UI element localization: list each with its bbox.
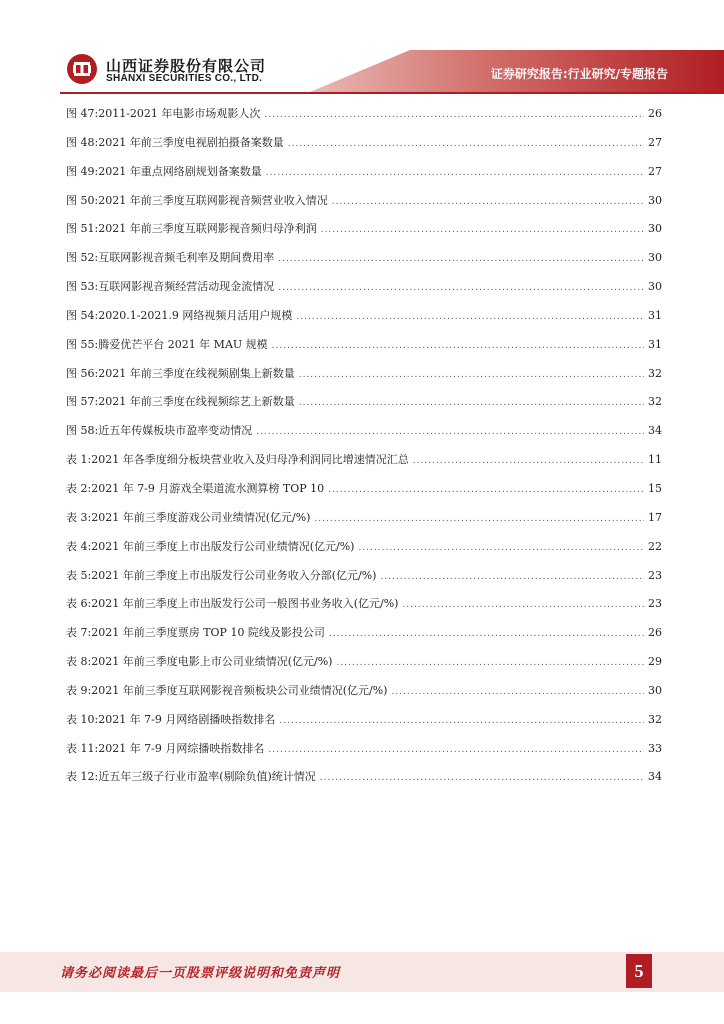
toc-entry[interactable]	[66, 131, 662, 160]
toc-entry-page: 26	[648, 107, 662, 120]
toc-entry-page: 27	[648, 135, 662, 149]
toc-entry-page: 33	[648, 741, 662, 755]
toc-entry[interactable]	[66, 160, 662, 189]
toc-dot-leader	[391, 680, 644, 704]
toc-dot-leader	[278, 247, 644, 271]
toc-dot-leader	[299, 363, 644, 387]
company-name-cn: 山西证券股份有限公司	[106, 57, 267, 75]
toc-dot-leader	[328, 478, 644, 502]
toc-dot-leader	[268, 738, 644, 762]
toc-entry[interactable]	[66, 737, 662, 766]
toc-entry-page: 23	[648, 568, 662, 582]
header-divider	[60, 92, 724, 94]
toc-entry-label: 图 55:腾爱优芒平台 2021 年 MAU 规模	[66, 337, 268, 351]
toc-entry-label: 图 47:2011-2021 年电影市场观影人次	[66, 107, 261, 120]
table-of-contents	[66, 102, 662, 794]
toc-dot-leader	[321, 218, 644, 242]
toc-entry-page: 30	[648, 193, 662, 207]
toc-dot-leader	[288, 132, 644, 156]
toc-entry[interactable]	[66, 650, 662, 679]
toc-entry-label: 图 57:2021 年前三季度在线视频综艺上新数量	[66, 395, 295, 409]
report-type-label: 证券研究报告:行业研究/专题报告	[490, 67, 668, 81]
toc-entry-label: 图 58:近五年传媒板块市盈率变动情况	[66, 424, 253, 438]
toc-entry-label: 图 48:2021 年前三季度电视剧拍摄备案数量	[66, 135, 284, 149]
toc-entry-page: 31	[648, 337, 662, 351]
toc-entry-label: 表 9:2021 年前三季度互联网影视音频板块公司业绩情况(亿元/%)	[66, 683, 388, 697]
toc-entry[interactable]	[66, 535, 662, 564]
toc-entry-label: 表 1:2021 年各季度细分板块营业收入及归母净利润同比增速情况汇总	[66, 453, 409, 467]
toc-entry-label: 表 2:2021 年 7-9 月游戏全渠道流水测算榜 TOP 10	[66, 481, 325, 495]
page-header	[0, 0, 724, 100]
toc-dot-leader	[299, 391, 644, 415]
toc-entry-label: 图 56:2021 年前三季度在线视频剧集上新数量	[66, 366, 295, 380]
toc-entry[interactable]	[66, 217, 662, 246]
toc-entry[interactable]	[66, 275, 662, 304]
toc-entry-label: 图 54:2020.1-2021.9 网络视频月活用户规模	[66, 308, 293, 322]
toc-entry[interactable]	[66, 477, 662, 506]
toc-entry-page: 32	[648, 395, 662, 409]
toc-entry[interactable]	[66, 679, 662, 708]
toc-dot-leader	[413, 449, 644, 473]
toc-entry-label: 表 11:2021 年 7-9 月网综播映指数排名	[66, 741, 265, 755]
toc-entry[interactable]	[66, 390, 662, 419]
toc-entry-page: 15	[648, 481, 662, 495]
toc-entry-label: 表 3:2021 年前三季度游戏公司业绩情况(亿元/%)	[66, 510, 311, 524]
toc-entry-label: 图 50:2021 年前三季度互联网影视音频营业收入情况	[66, 193, 328, 207]
toc-entry-label: 表 10:2021 年 7-9 月网络剧播映指数排名	[66, 712, 276, 726]
toc-dot-leader	[320, 766, 644, 790]
toc-entry[interactable]	[66, 362, 662, 391]
toc-entry[interactable]	[66, 564, 662, 593]
toc-entry-page: 30	[648, 222, 662, 236]
toc-entry[interactable]	[66, 419, 662, 448]
toc-dot-leader	[256, 420, 644, 444]
toc-dot-leader	[332, 190, 644, 214]
toc-entry-page: 32	[648, 712, 662, 726]
toc-entry-label: 图 52:互联网影视音频毛利率及期间费用率	[66, 251, 275, 265]
toc-entry-page: 26	[648, 626, 662, 640]
toc-entry-label: 表 5:2021 年前三季度上市出版发行公司业务收入分部(亿元/%)	[66, 568, 377, 582]
toc-entry[interactable]	[66, 592, 662, 621]
toc-entry-page: 29	[648, 655, 662, 669]
toc-dot-leader	[278, 276, 644, 300]
toc-entry[interactable]	[66, 304, 662, 333]
toc-entry-page: 30	[648, 251, 662, 265]
toc-dot-leader	[336, 651, 644, 675]
toc-entry-page: 30	[648, 280, 662, 294]
toc-entry-label: 图 49:2021 年重点网络剧规划备案数量	[66, 164, 262, 178]
toc-entry-label: 图 51:2021 年前三季度互联网影视音频归母净利润	[66, 222, 317, 236]
toc-dot-leader	[402, 593, 644, 617]
toc-entry-page: 34	[648, 424, 662, 438]
toc-entry[interactable]	[66, 102, 662, 131]
toc-entry-page: 11	[648, 453, 662, 467]
company-logo-icon	[66, 53, 98, 85]
disclaimer-text: 请务必阅读最后一页股票评级说明和免责声明	[60, 966, 341, 981]
header-banner	[0, 0, 724, 100]
toc-entry-label: 表 6:2021 年前三季度上市出版发行公司一般图书业务收入(亿元/%)	[66, 597, 399, 611]
toc-entry-label: 表 4:2021 年前三季度上市出版发行公司业绩情况(亿元/%)	[66, 539, 355, 553]
toc-entry-label: 表 12:近五年三级子行业市盈率(剔除负值)统计情况	[66, 770, 316, 784]
toc-entry[interactable]	[66, 189, 662, 218]
toc-dot-leader	[264, 103, 644, 127]
toc-entry-page: 23	[648, 597, 662, 611]
toc-entry-page: 30	[648, 683, 662, 697]
toc-entry[interactable]	[66, 333, 662, 362]
toc-entry[interactable]	[66, 708, 662, 737]
toc-entry[interactable]	[66, 448, 662, 477]
toc-entry[interactable]	[66, 506, 662, 535]
toc-dot-leader	[272, 334, 644, 358]
toc-entry-page: 31	[648, 308, 662, 322]
toc-entry[interactable]	[66, 621, 662, 650]
toc-dot-leader	[358, 536, 644, 560]
toc-entry-page: 17	[648, 510, 662, 524]
toc-dot-leader	[329, 622, 644, 646]
toc-entry-label: 表 7:2021 年前三季度票房 TOP 10 院线及影投公司	[66, 626, 325, 640]
toc-dot-leader	[314, 507, 644, 531]
company-name-en: SHANXI SECURITIES CO., LTD.	[106, 73, 263, 84]
toc-entry-page: 32	[648, 366, 662, 380]
page-number: 5	[626, 954, 652, 988]
toc-entry[interactable]	[66, 765, 662, 794]
toc-dot-leader	[380, 565, 644, 589]
toc-entry-page: 22	[648, 539, 662, 553]
toc-dot-leader	[279, 709, 644, 733]
toc-entry[interactable]	[66, 246, 662, 275]
page-footer	[0, 940, 724, 1024]
toc-dot-leader	[296, 305, 644, 329]
toc-entry-page: 34	[648, 770, 662, 784]
toc-entry-label: 图 53:互联网影视音频经营活动现金流情况	[66, 280, 275, 294]
toc-dot-leader	[266, 161, 644, 185]
toc-entry-page: 27	[648, 164, 662, 178]
toc-entry-label: 表 8:2021 年前三季度电影上市公司业绩情况(亿元/%)	[66, 655, 333, 669]
